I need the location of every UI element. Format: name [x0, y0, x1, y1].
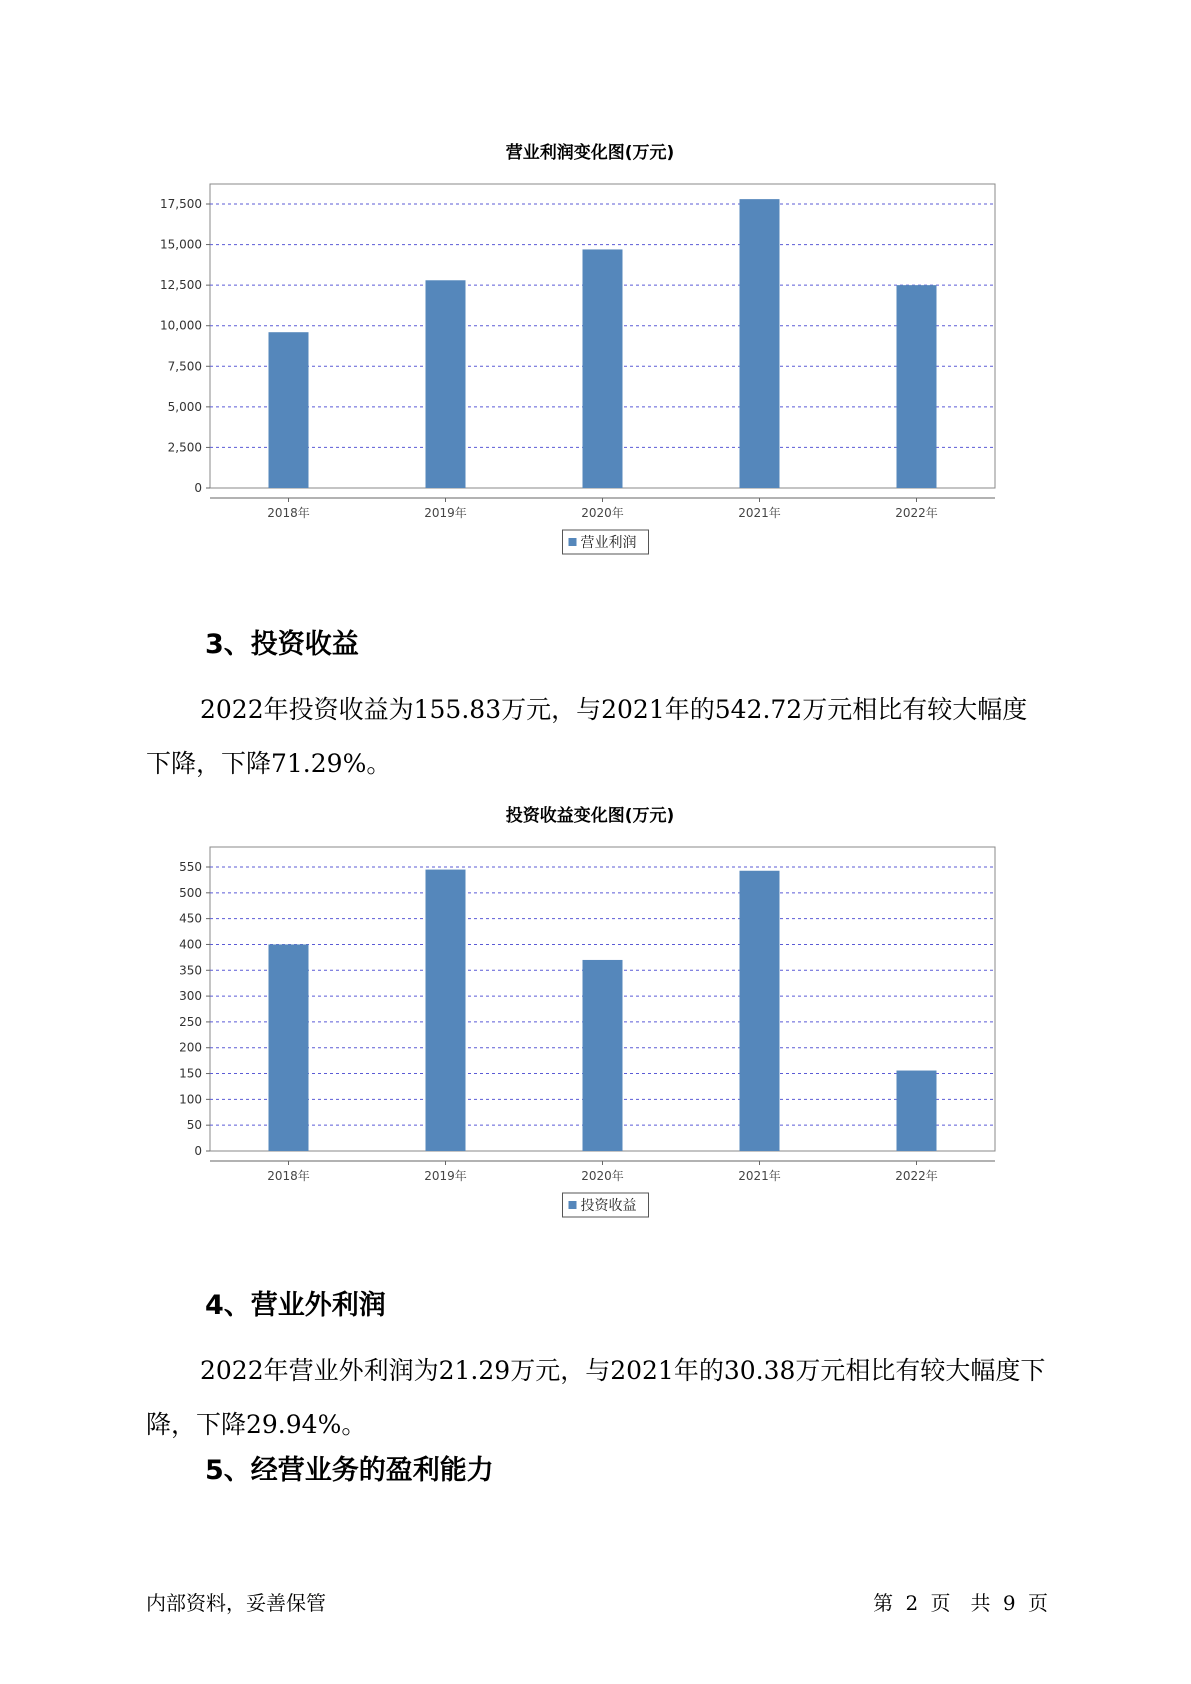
y-tick-label: 7,500: [167, 359, 202, 374]
x-tick-label: 2022年: [895, 1169, 938, 1183]
y-tick-label: 0: [194, 1144, 202, 1158]
x-tick-label: 2019年: [424, 1169, 467, 1183]
y-tick-label: 350: [179, 963, 202, 978]
y-tick-label: 0: [194, 481, 202, 495]
x-tick-label: 2019年: [424, 506, 467, 520]
legend-label: 投资收益: [580, 1198, 637, 1214]
footer-page-number: [870, 1587, 1051, 1616]
x-tick-label: 2018年: [267, 506, 310, 520]
chart-title: 营业利润变化图(万元): [505, 143, 675, 163]
page-suffix: 页: [1028, 1591, 1048, 1615]
y-tick-label: 50: [186, 1118, 202, 1133]
section-heading-non-operating-profit: 4、营业外利润: [205, 1290, 386, 1321]
bar: [897, 285, 937, 488]
section-heading-investment-income: 3、投资收益: [205, 629, 359, 660]
y-tick-label: 150: [179, 1066, 202, 1081]
y-tick-label: 450: [179, 911, 202, 926]
footer-confidential-note: 内部资料，妥善保管: [146, 1591, 326, 1615]
page-total: 9: [1002, 1591, 1016, 1615]
x-tick-label: 2021年: [738, 1169, 781, 1183]
chart-title: 投资收益变化图(万元): [505, 806, 675, 826]
section-heading-profitability: 5、经营业务的盈利能力: [205, 1455, 494, 1486]
x-tick-label: 2022年: [895, 506, 938, 520]
operating-profit-chart: [150, 142, 1030, 614]
y-tick-label: 550: [179, 860, 202, 874]
y-tick-label: 5,000: [167, 399, 202, 414]
legend-label: 营业利润: [580, 535, 637, 551]
bar: [269, 332, 309, 488]
y-tick-label: 17,500: [160, 197, 202, 211]
x-tick-label: 2018年: [267, 1169, 310, 1183]
bar: [583, 960, 623, 1151]
x-tick-label: 2021年: [738, 506, 781, 520]
bar: [426, 870, 466, 1151]
y-tick-label: 15,000: [160, 237, 202, 252]
investment-income-chart: [150, 805, 1030, 1277]
bar: [269, 944, 309, 1151]
x-tick-label: 2020年: [581, 1169, 624, 1183]
y-tick-label: 200: [179, 1040, 202, 1055]
bar: [583, 249, 623, 488]
y-tick-label: 300: [179, 989, 202, 1004]
y-tick-label: 500: [179, 885, 202, 900]
bar: [740, 199, 780, 488]
bar: [426, 280, 466, 488]
y-tick-label: 400: [179, 937, 202, 952]
bar: [897, 1071, 937, 1151]
y-tick-label: 2,500: [167, 440, 202, 455]
investment-income-chart-svg: [150, 827, 1030, 1277]
page-number: 2: [905, 1591, 919, 1615]
legend-swatch: [569, 538, 577, 546]
y-tick-label: 10,000: [160, 318, 202, 333]
x-tick-label: 2020年: [581, 506, 624, 520]
y-tick-label: 250: [179, 1014, 202, 1029]
y-tick-label: 100: [179, 1092, 202, 1107]
non-operating-profit-paragraph: 2022年营业外利润为21.29万元，与2021年的30.38万元相比有较大幅度下降，下降29.94%。: [146, 1356, 1046, 1439]
investment-income-paragraph: 2022年投资收益为155.83万元，与2021年的542.72万元相比有较大幅度下降，下降71.29%。: [146, 695, 1028, 778]
operating-profit-chart-svg: [150, 164, 1030, 614]
bar: [740, 871, 780, 1151]
legend-swatch: [569, 1201, 577, 1209]
page-prefix: 第: [873, 1591, 894, 1615]
y-tick-label: 12,500: [160, 278, 202, 293]
page-mid: 页 共: [930, 1591, 991, 1615]
